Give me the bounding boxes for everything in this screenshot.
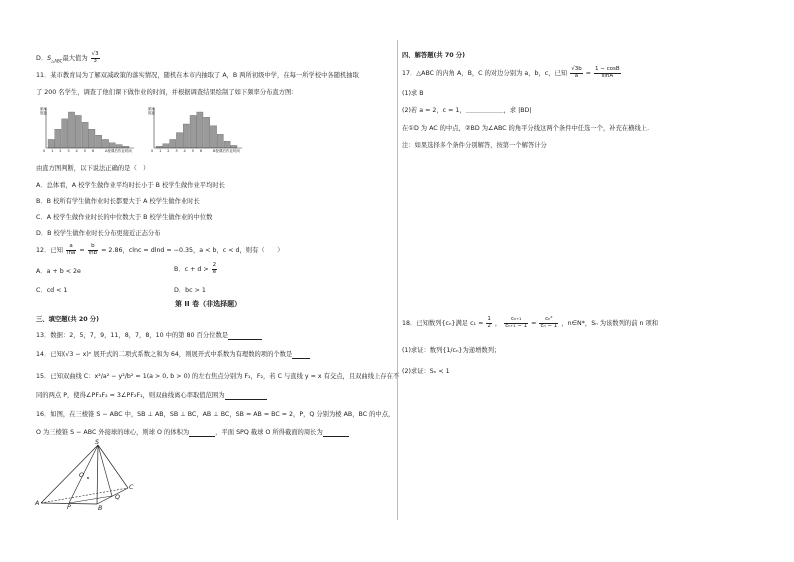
part2-title: 第 II 卷（非选择题） [175,300,242,308]
q16-line1: 16．如图，在三棱锥 S − ABC 中，SB ⊥ AB，SB ⊥ BC，AB ⊥ BC，SB = AB = BC = 2，P，Q 分别为棱 AB，BC 的中点， [36,411,395,418]
q12-option-d: D．bc > 1 [174,287,206,294]
histogram-a-bar [68,112,74,148]
histogram-a-bar [75,115,81,148]
histogram-b-bar [210,126,216,148]
histogram-b-ticks: 0 1 2 3 4 5 6 [151,149,205,153]
fig-label-p: P [67,504,71,511]
histogram-a-bar [82,122,88,148]
histogram-a-bars [48,112,129,148]
q11-option-c: C．A 校学生做作业时长的中位数大于 B 校学生做作业的中位数 [36,214,213,221]
histogram-a-bar [48,139,54,148]
q11-line1: 11．某市教育局为了解双减政策的落实情况，随机在本市内抽取了 A，B 两所初级中学，在每一所学校中各随机抽取 [36,72,359,79]
histogram-a-bar [62,119,68,148]
histogram-b-bar [163,144,169,148]
fig-label-c: C [129,484,134,491]
histogram-b-bar [197,112,203,148]
histogram-b-ylabel: 频率 组距 [148,107,155,116]
histogram-b-bar [217,134,223,148]
histogram-a-bar [55,129,61,148]
q16-line2: O 为三棱锥 S − ABC 外接球的球心，则球 O 的体积为 ，平面 SPQ 截球 O 所得截面的周长为 [36,429,349,437]
histogram-b-bar [204,117,210,148]
column-divider [397,40,398,520]
q12-option-a: A．a + b < 2e [36,268,81,275]
q17-condition: 在①D 为 AC 的中点，②BD 为∠ABC 的角平分线这两个条件中任选一个，补充在横线上. [402,125,650,132]
q17-stem: 17．△ABC 的内角 A，B，C 的对边分别为 a，b，c，已知 $\frac{√3b}{a}$ = $\frac{1 - \cos B}{\sin A}$ [402,66,620,79]
histogram-a-xlabel: A校课后作业时间 [105,149,132,153]
q15-line2: 同的两点 P，使得∠PF₁F₂ = 3∠PF₂F₁，则双曲线离心率取值范围为 [36,392,267,400]
section4-title: 四、解答题(共 70 分) [402,52,465,59]
q11-option-a: A．总体看，A 校学生做作业平均时长小于 B 校学生做作业平均时长 [36,182,225,189]
section3-title: 三、填空题(共 20 分) [36,316,99,323]
q13-answer-blank[interactable] [228,333,262,340]
histogram-b-bar [231,145,237,148]
q10-option-d: D．$S_{\triangle ABC}$最大值为 $\frac{√3}{3}$ [36,51,99,64]
histogram-b-bar [176,133,182,148]
pyramid-figure [36,440,140,514]
q11-option-d: D．B 校学生做作业时长分布更接近正态分布 [36,230,161,237]
q18-stem: 18．已知数列{cₙ}满足 c₁ = $\frac{1}{2}$ ， $\frac{\text{cₙ₊₁}}{\text{cₙ₊₁ − 1}}$ = $\frac{\text{cₙ²}}{\text{cₙ − 1}}$ ，n∈N*，Sₙ 为该数列的前 n 项和 [402,316,659,329]
fig-label-a: A [35,500,40,507]
q11-option-b: B．B 校所有学生做作业时长都要大于 A 校学生做作业时长 [36,198,200,205]
q17-part2: (2)若 a = 2，c = 1，＿＿＿＿＿＿，求 |BD| [402,107,532,114]
histogram-b-xlabel: B校课后作业时间 [213,149,240,153]
q15-answer-blank[interactable] [225,393,267,400]
q14: 14．已知(√3 − x)ⁿ 展开式的二项式系数之和为 64，则展开式中系数为有理数的项的个数是 [36,351,310,359]
q12-option-b: B．c + d > $\frac{2}{e}$ [174,262,217,275]
histogram-a-bar [96,135,102,148]
q11-line2: 了 200 名学生，调查了他们课下做作业的时间，并根据调查结果绘制了如下频率分布直方图： [36,89,298,96]
q16-answer-blank-1[interactable] [189,430,215,437]
histogram-a-bar [109,143,115,148]
histogram-a-bar [116,145,122,148]
q11-prompt: 由直方图判断，以下说法正确的是（ ） [36,165,150,172]
q17-note: 注：如果选择多个条件分别解答，按第一个解答计分 [402,142,547,149]
q13: 13．数据：2，5，7，9，11，8，7，8，10 中的第 80 百分位数是 [36,332,262,340]
histogram-b-bar [183,124,189,148]
q12-option-c: C．cd < 1 [36,287,68,294]
q16-answer-blank-2[interactable] [323,430,349,437]
fig-label-s: S [95,439,99,446]
histogram-a-ticks: 0 1 2 3 4 5 6 [43,149,97,153]
histogram-b-bar [170,139,176,148]
fig-label-b: B [98,505,103,512]
histogram-b-bar [224,141,230,148]
q18-part1: (1)求证：数列{1/cₙ}为递增数列； [402,347,501,354]
histogram-b-bars [156,112,237,148]
fig-label-q: Q [115,494,120,501]
histogram-a-bar [89,129,95,148]
q15-line1: 15．已知双曲线 C：x²/a² − y²/b² = 1(a > 0, b > 0) 的左右焦点分别为 F₁，F₂，若 C 与直线 y = x 有交点，且双曲线上存在不 [36,373,400,380]
q17-part1: (1)求 B [402,90,424,97]
fig-label-o: O [79,472,84,479]
histogram-a-bar [102,139,108,148]
q14-answer-blank[interactable] [292,352,310,359]
histogram-a-ylabel: 频率 组距 [40,107,47,116]
q18-part2: (2)求证：Sₙ < 1 [402,368,450,375]
histogram-b-bar [190,115,196,148]
q12-stem: 12．已知 $\frac{a}{\ln a}$ = $\frac{b}{\ln b}$ = 2.86，clnc = dlnd = −0.35，a < b，c < d，则有（ ） [36,243,284,256]
